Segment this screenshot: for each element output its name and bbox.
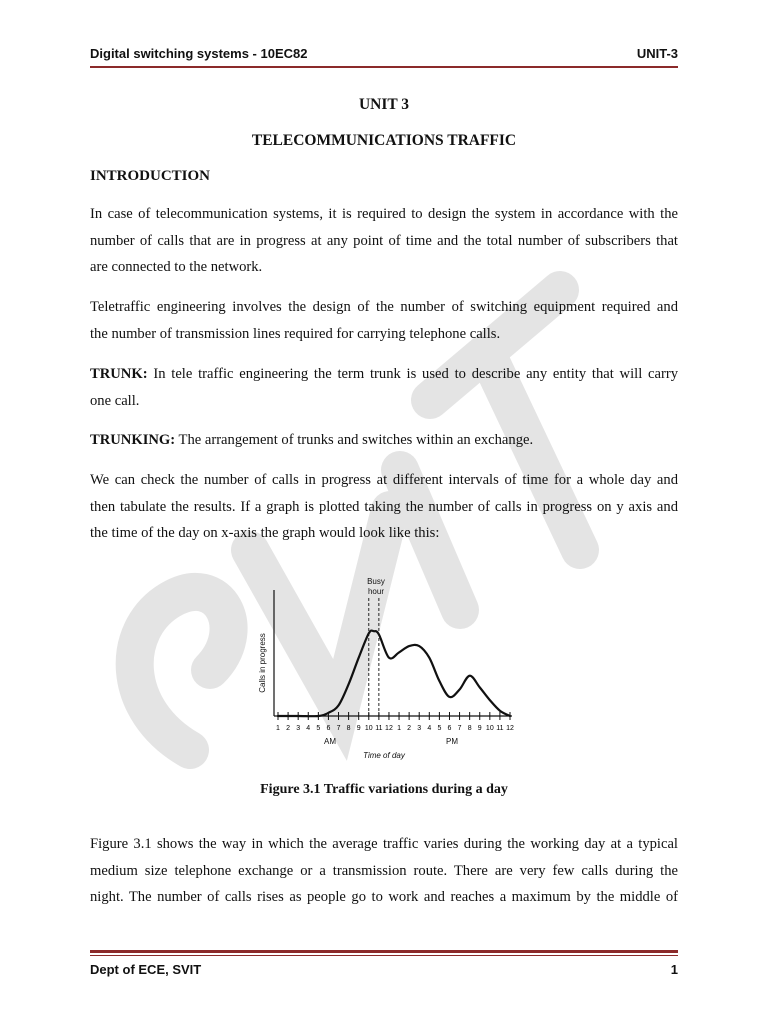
x-tick-label: 1 — [397, 725, 401, 732]
footer-department: Dept of ECE, SVIT — [90, 962, 202, 977]
x-tick-label: 11 — [375, 725, 383, 732]
text-line: are connected to the network. — [90, 259, 263, 275]
pm-label: PM — [446, 737, 458, 746]
page-header — [90, 46, 678, 64]
text-line — [90, 427, 678, 454]
text-line: the time of the day on x-axis the graph would look like this: — [90, 525, 440, 541]
traffic-chart — [250, 568, 530, 768]
x-tick-label: 9 — [356, 725, 361, 732]
text-line — [90, 361, 678, 388]
paragraph-trunk — [90, 361, 678, 414]
x-tick-label: 7 — [457, 725, 462, 732]
x-tick-label: 4 — [427, 725, 432, 732]
traffic-series-line — [278, 631, 510, 717]
x-tick-label: 2 — [286, 725, 291, 732]
text-line: one call. — [90, 392, 140, 409]
footer-rule-thin — [90, 955, 678, 956]
x-tick-label: 5 — [437, 725, 442, 732]
x-axis-label: Time of day — [363, 751, 405, 760]
x-tick-label: 7 — [336, 725, 341, 732]
text-line: then tabulate the results. If a graph is plotted taking the number of calls in progress on y axis and — [90, 498, 678, 515]
header-course-title: Digital switching systems - 10EC82 — [90, 46, 308, 61]
paragraph-figure-explanation — [90, 831, 678, 911]
term-trunking: TRUNKING: — [90, 432, 176, 448]
page-number: 1 — [670, 962, 678, 977]
x-tick-label: 10 — [364, 725, 373, 732]
x-tick-label: 6 — [326, 725, 331, 732]
busy-label-line1: Busy — [367, 577, 385, 586]
x-tick-label: 6 — [447, 725, 452, 732]
definition-trunking: The arrangement of trunks and switches within an exchange. — [175, 432, 534, 448]
text-line: Teletraffic engineering involves the design of the number of switching equipment required and — [90, 299, 678, 315]
paragraph-intro — [90, 201, 678, 281]
footer-rule-thick — [90, 950, 678, 953]
x-tick-label: 9 — [477, 725, 482, 732]
x-tick-label: 12 — [385, 725, 393, 732]
x-tick-label: 3 — [417, 725, 422, 732]
x-tick-label: 12 — [506, 725, 514, 732]
x-tick-label: 8 — [346, 725, 351, 732]
x-tick-label: 11 — [496, 725, 504, 732]
chapter-title: TELECOMMUNICATIONS TRAFFIC — [251, 132, 517, 149]
x-tick-label: 8 — [467, 725, 472, 732]
text-line: Figure 3.1 shows the way in which the average traffic varies during the working day at a typical — [90, 836, 678, 852]
definition-trunk: In tele traffic engineering the term trunk is used to describe any entity that will carry — [147, 366, 678, 382]
term-trunk: TRUNK: — [90, 366, 148, 382]
text-line: the number of transmission lines required for carrying telephone calls. — [90, 325, 501, 342]
section-heading: INTRODUCTION — [90, 168, 211, 184]
paragraph-graph-intro — [90, 467, 678, 547]
figure-caption: Figure 3.1 Traffic variations during a day — [260, 782, 508, 797]
x-tick-label: 10 — [485, 725, 494, 732]
am-label: AM — [324, 737, 336, 746]
text-line: We can check the number of calls in progress at different intervals of time for a whole day and — [90, 472, 678, 488]
unit-title: UNIT 3 — [358, 96, 410, 113]
header-rule — [90, 66, 678, 68]
text-line: night. The number of calls rises as people go to work and reaches a maximum by the middle of — [90, 889, 678, 905]
header-unit: UNIT-3 — [636, 46, 678, 61]
x-tick-label: 3 — [296, 725, 301, 732]
x-tick-label: 5 — [316, 725, 321, 732]
y-axis-label: Calls in progress — [258, 633, 267, 693]
text-line: In case of telecommunication systems, it is required to design the system in accordance with the — [90, 206, 678, 222]
paragraph-trunking — [90, 427, 678, 454]
paragraph-teletraffic — [90, 294, 678, 347]
x-tick-label: 1 — [276, 725, 280, 732]
x-tick-label: 2 — [407, 725, 412, 732]
busy-label-line2: hour — [367, 587, 385, 596]
x-tick-label: 4 — [306, 725, 311, 732]
text-line: number of calls that are in progress at any point of time and the total number of subscribers that — [90, 232, 678, 249]
page-footer — [90, 962, 678, 980]
text-line: medium size telephone exchange or a transmission route. There are very few calls during the — [90, 862, 678, 879]
